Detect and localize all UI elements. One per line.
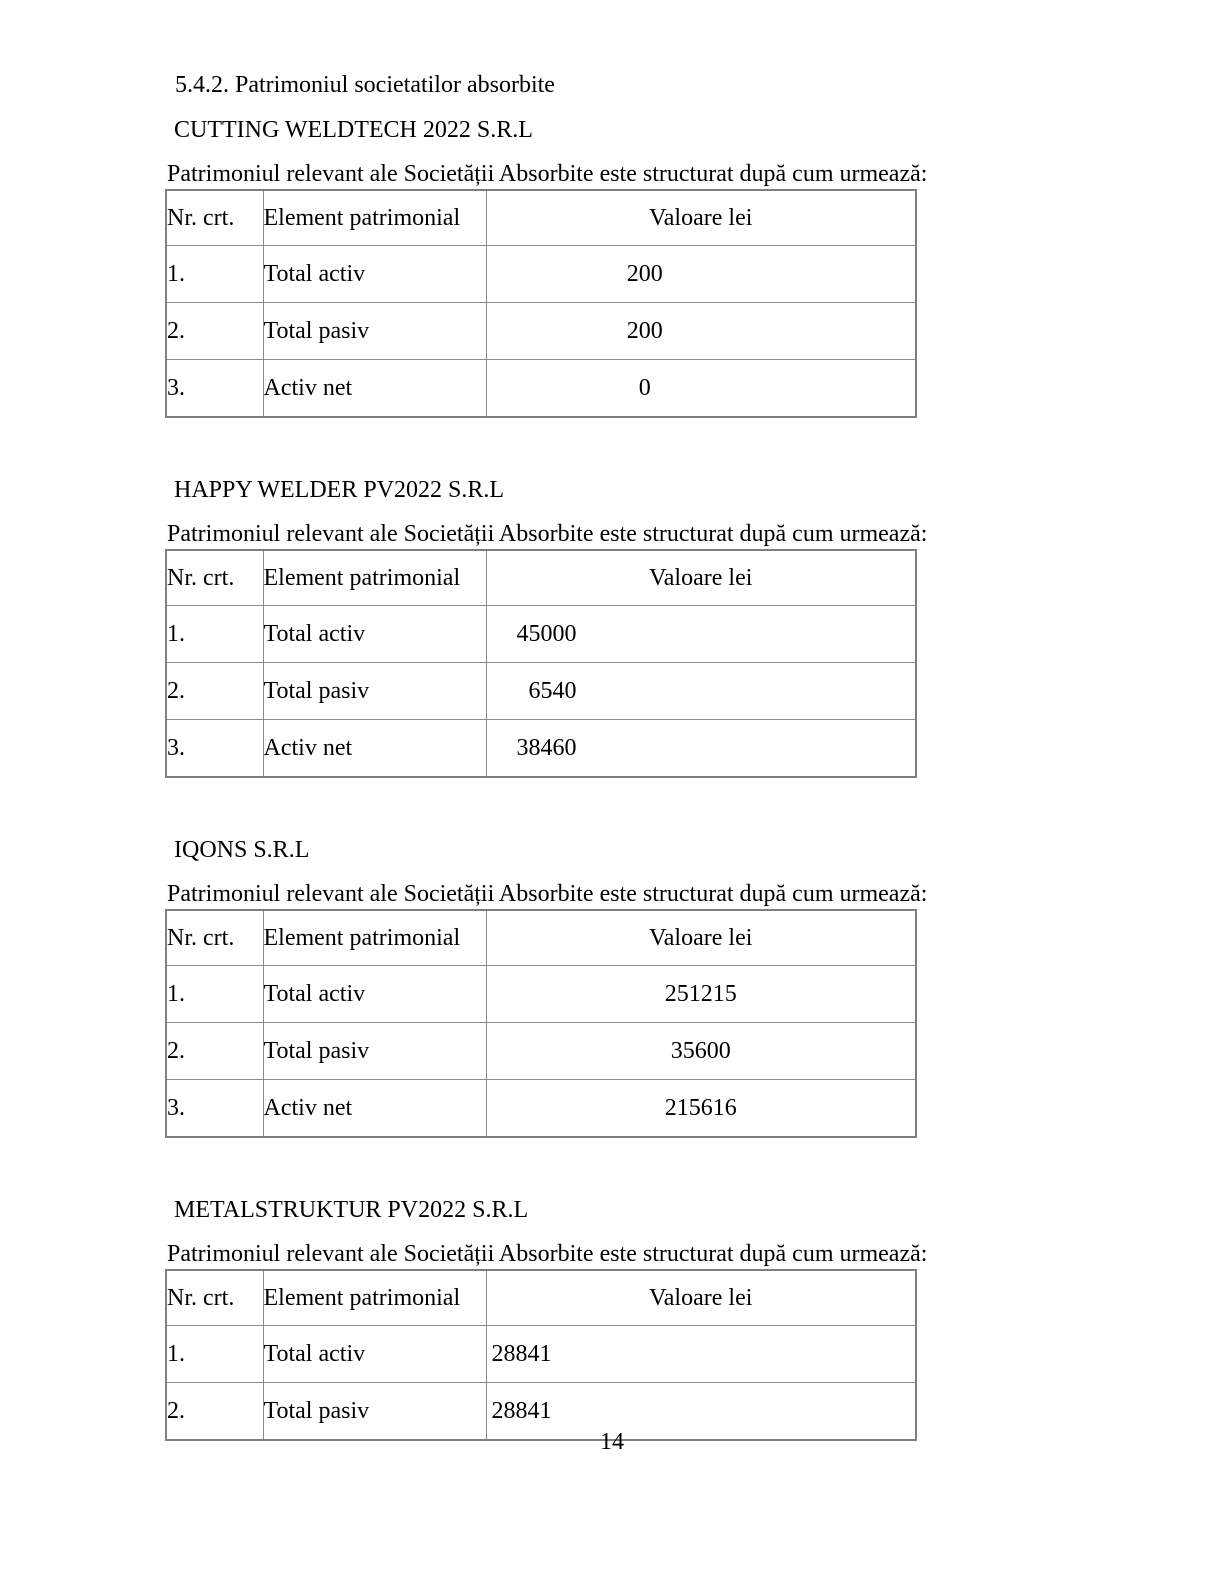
- column-header-element: Element patrimonial: [263, 1270, 486, 1326]
- table-cell-nr: 1.: [166, 246, 263, 303]
- patrimony-table: [165, 549, 917, 778]
- intro-paragraph: Patrimoniul relevant ale Societății Absorbite este structurat după cum urmează:: [167, 881, 928, 907]
- table-row: [166, 606, 916, 663]
- table-cell-value: [486, 1326, 916, 1383]
- table-cell-element: Activ net: [263, 360, 486, 418]
- value-number: 35600: [670, 1038, 731, 1064]
- table-cell-element: Total pasiv: [263, 1383, 486, 1441]
- table-cell-element: Total pasiv: [263, 1023, 486, 1080]
- value-number: 200: [626, 261, 663, 287]
- table-row: [166, 1023, 916, 1080]
- table-cell-value: [486, 720, 916, 778]
- table-cell-nr: 3.: [166, 720, 263, 778]
- column-header-nr: Nr. crt.: [166, 190, 263, 246]
- value-number: 200: [626, 318, 663, 344]
- table-cell-nr: 2.: [166, 663, 263, 720]
- table-row: [166, 966, 916, 1023]
- value-number: 28841: [491, 1341, 552, 1367]
- column-header-valoare: Valoare lei: [486, 550, 916, 606]
- column-header-nr: Nr. crt.: [166, 910, 263, 966]
- table-cell-value: [486, 246, 916, 303]
- company-name: IQONS S.R.L: [174, 837, 310, 863]
- table-cell-value: [486, 606, 916, 663]
- table-cell-element: Total activ: [263, 1326, 486, 1383]
- column-header-nr: Nr. crt.: [166, 1270, 263, 1326]
- table-row: [166, 360, 916, 418]
- company-section: [165, 1196, 1224, 1441]
- table-row: [166, 720, 916, 778]
- table-row: [166, 303, 916, 360]
- column-header-nr: Nr. crt.: [166, 550, 263, 606]
- table-cell-element: Total pasiv: [263, 663, 486, 720]
- value-number: 38460: [516, 735, 577, 761]
- table-cell-nr: 1.: [166, 606, 263, 663]
- value-number: 0: [638, 375, 651, 401]
- intro-paragraph: Patrimoniul relevant ale Societății Absorbite este structurat după cum urmează:: [167, 161, 928, 187]
- table-row: [166, 1080, 916, 1138]
- section-heading: 5.4.2. Patrimoniul societatilor absorbite: [175, 72, 555, 98]
- table-cell-element: Activ net: [263, 1080, 486, 1138]
- table-cell-nr: 2.: [166, 303, 263, 360]
- value-number: 251215: [664, 981, 737, 1007]
- table-row: [166, 1326, 916, 1383]
- company-section: [165, 116, 1224, 418]
- table-row: [166, 663, 916, 720]
- column-header-element: Element patrimonial: [263, 550, 486, 606]
- value-number: 45000: [516, 621, 577, 647]
- company-section: [165, 476, 1224, 778]
- table-cell-nr: 2.: [166, 1383, 263, 1441]
- intro-paragraph: Patrimoniul relevant ale Societății Absorbite este structurat după cum urmează:: [167, 521, 928, 547]
- column-header-valoare: Valoare lei: [486, 1270, 916, 1326]
- value-number: 215616: [664, 1095, 737, 1121]
- page-number: 14: [600, 1429, 624, 1455]
- column-header-element: Element patrimonial: [263, 910, 486, 966]
- table-cell-value: [486, 303, 916, 360]
- table-cell-nr: 3.: [166, 1080, 263, 1138]
- intro-paragraph: Patrimoniul relevant ale Societății Absorbite este structurat după cum urmează:: [167, 1241, 928, 1267]
- table-cell-value: [486, 360, 916, 418]
- table-cell-value: [486, 1023, 916, 1080]
- value-number: 28841: [491, 1398, 552, 1424]
- table-cell-element: Total pasiv: [263, 303, 486, 360]
- table-cell-value: [486, 966, 916, 1023]
- table-cell-element: Activ net: [263, 720, 486, 778]
- table-cell-value: [486, 1080, 916, 1138]
- column-header-element: Element patrimonial: [263, 190, 486, 246]
- company-name: METALSTRUKTUR PV2022 S.R.L: [174, 1197, 529, 1223]
- company-section: [165, 836, 1224, 1138]
- table-cell-element: Total activ: [263, 606, 486, 663]
- value-number: 6540: [528, 678, 577, 704]
- column-header-valoare: Valoare lei: [486, 910, 916, 966]
- table-cell-element: Total activ: [263, 246, 486, 303]
- table-cell-nr: 1.: [166, 1326, 263, 1383]
- table-cell-value: [486, 663, 916, 720]
- table-cell-nr: 1.: [166, 966, 263, 1023]
- table-cell-nr: 3.: [166, 360, 263, 418]
- table-cell-element: Total activ: [263, 966, 486, 1023]
- table-cell-nr: 2.: [166, 1023, 263, 1080]
- patrimony-table: [165, 189, 917, 418]
- patrimony-table: [165, 909, 917, 1138]
- column-header-valoare: Valoare lei: [486, 190, 916, 246]
- table-row: [166, 246, 916, 303]
- company-name: HAPPY WELDER PV2022 S.R.L: [174, 477, 505, 503]
- company-name: CUTTING WELDTECH 2022 S.R.L: [174, 117, 533, 143]
- patrimony-table: [165, 1269, 917, 1441]
